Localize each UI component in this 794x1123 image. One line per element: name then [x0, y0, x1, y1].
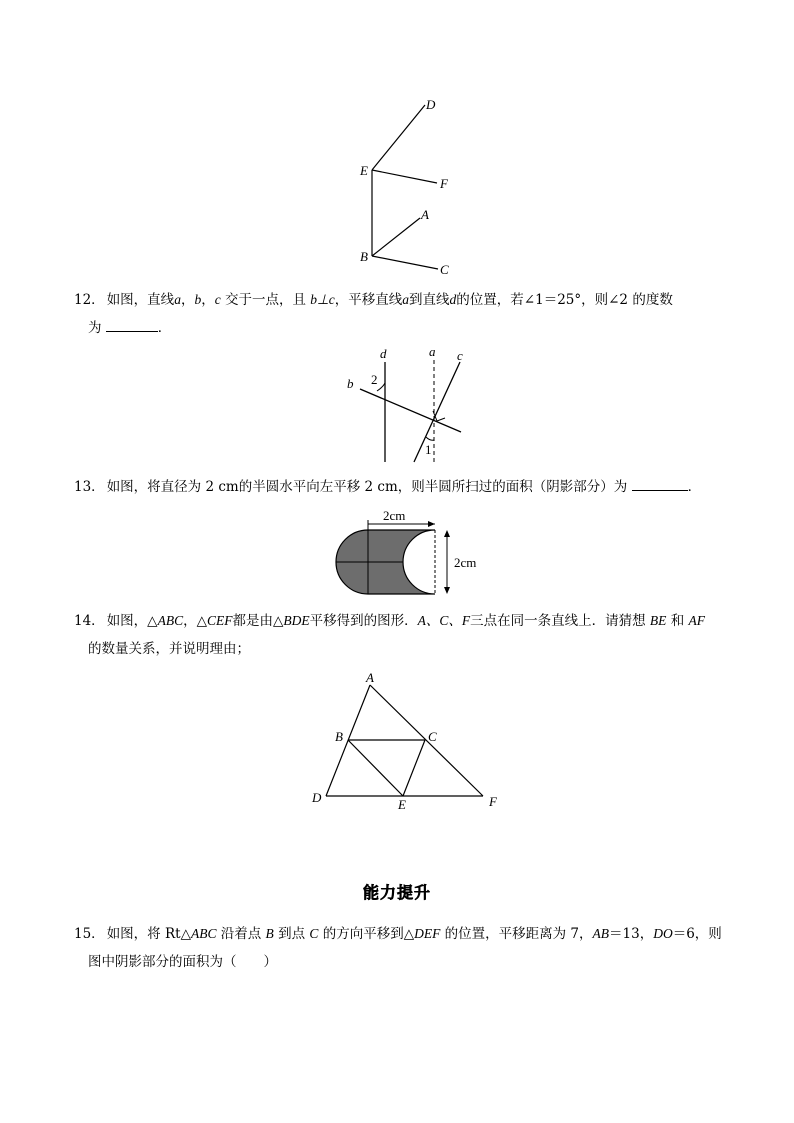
- q14-text: 平移得到的图形．: [309, 613, 418, 629]
- var-abc: ABC: [190, 926, 217, 941]
- q14-text: 和: [666, 613, 689, 629]
- label-F: F: [489, 794, 497, 809]
- figure-q13: [328, 508, 488, 603]
- var-a: a: [402, 292, 410, 307]
- question-number: 15．: [74, 926, 105, 942]
- label-angle-1: 1: [425, 442, 432, 457]
- q14-text: 如图，△: [106, 613, 158, 629]
- label-c: c: [457, 348, 463, 363]
- q14-text: 三点在同一条直线上．请猜想: [470, 613, 650, 629]
- q14-text: 的数量关系，并说明理由；: [88, 641, 250, 657]
- label-b: b: [347, 376, 354, 391]
- q12-text: 到直线: [409, 292, 450, 308]
- right-dimension-arrow-up: [444, 530, 450, 537]
- label-E: E: [398, 797, 406, 812]
- line-ef: [372, 170, 437, 183]
- question-12: [74, 286, 673, 342]
- question-12-line2: [74, 314, 673, 342]
- segment-ce: [403, 740, 425, 796]
- right-angle-mark: [433, 411, 445, 421]
- var-a: a: [174, 292, 181, 307]
- q14-text: ，△: [183, 613, 207, 629]
- q12-text: 的位置，若∠1＝25°，则∠2 的度数: [456, 292, 673, 308]
- var-b: b: [194, 292, 202, 307]
- q15-text: 的位置，平移距离为 7，: [440, 926, 593, 942]
- var-def: DEF: [414, 926, 441, 941]
- q12-text: 交于一点，且: [220, 292, 311, 308]
- segment-be: [348, 740, 403, 796]
- var-do: DO: [653, 926, 673, 941]
- question-14-line1: [74, 607, 705, 635]
- q12-text: 为: [88, 320, 102, 336]
- var-c: C: [309, 926, 319, 941]
- label-D: D: [426, 97, 436, 112]
- label-D: D: [312, 790, 322, 805]
- angle-2-arc: [377, 383, 385, 391]
- label-A: A: [366, 670, 374, 685]
- q15-text: ＝13，: [609, 926, 654, 942]
- var-be: BE: [649, 613, 667, 628]
- question-number: 14．: [74, 613, 105, 629]
- question-15: [74, 920, 722, 976]
- question-15-line1: [74, 920, 722, 948]
- label-d: d: [380, 346, 387, 361]
- var-cef: CEF: [206, 613, 233, 628]
- label-angle-2: 2: [371, 372, 378, 387]
- var-af: AF: [688, 613, 705, 628]
- figure-q11: [340, 90, 460, 280]
- line-ed: [372, 105, 425, 170]
- section-title-text: 能力提升: [362, 883, 431, 902]
- figure-q12-svg: [340, 345, 470, 465]
- var-b: B: [265, 926, 274, 941]
- question-13: [74, 473, 701, 501]
- section-title: [0, 880, 794, 903]
- q15-text: 到点: [273, 926, 310, 942]
- figure-q14: [305, 668, 505, 813]
- q13-text: ．: [687, 479, 702, 495]
- question-14-line2: [74, 635, 705, 663]
- label-A: A: [421, 207, 429, 222]
- label-C: C: [440, 262, 449, 277]
- label-C: C: [428, 729, 437, 744]
- question-number: 13．: [74, 479, 105, 495]
- q14-text: 都是由△: [232, 613, 284, 629]
- var-abc: ABC: [157, 613, 184, 628]
- q12-sep: ，: [201, 292, 215, 308]
- var-c: c: [214, 292, 221, 307]
- figure-q11-svg: [340, 90, 460, 280]
- label-F: F: [440, 176, 448, 191]
- var-d: d: [449, 292, 457, 307]
- var-ab: AB: [592, 926, 610, 941]
- answer-blank[interactable]: [632, 476, 688, 491]
- line-ba: [372, 218, 420, 256]
- var-bde: BDE: [283, 613, 310, 628]
- figure-q12: [340, 345, 470, 465]
- label-B: B: [335, 729, 343, 744]
- top-dimension-arrow: [428, 521, 435, 527]
- question-14: [74, 607, 705, 663]
- q15-text: 沿着点: [216, 926, 266, 942]
- figure-q13-svg: [328, 508, 488, 603]
- angle-1-arc: [426, 437, 434, 440]
- q15-text: 图中阴影部分的面积为（ ）: [88, 954, 277, 970]
- line-c: [414, 362, 460, 462]
- line-b: [360, 389, 461, 432]
- q12-text: ，平移直线: [334, 292, 403, 308]
- question-number: 12．: [74, 292, 105, 308]
- q13-text: 如图，将直径为 2 cm的半圆水平向左平移 2 cm，则半圆所扫过的面积（阴影部分）为: [106, 479, 628, 495]
- label-top-2cm: 2cm: [383, 508, 406, 523]
- q15-text: 的方向平移到△: [318, 926, 415, 942]
- var-acf: A、C、F: [417, 613, 471, 628]
- label-right-2cm: 2cm: [454, 555, 477, 570]
- q12-text: 如图，直线: [106, 292, 175, 308]
- q15-text: 如图，将 Rt△: [106, 926, 191, 942]
- question-12-line1: [74, 286, 673, 314]
- q15-text: ＝6，则: [672, 926, 722, 942]
- label-B: B: [360, 249, 368, 264]
- label-E: E: [360, 163, 368, 178]
- var-perp: b⊥c: [310, 292, 335, 307]
- line-bc: [372, 256, 438, 269]
- figure-q14-svg: [305, 668, 505, 813]
- q12-sep: ，: [180, 292, 195, 308]
- right-dimension-arrow-down: [444, 587, 450, 594]
- q12-text: ．: [157, 320, 172, 336]
- answer-blank[interactable]: [106, 317, 158, 332]
- question-15-line2: [74, 948, 722, 976]
- label-a: a: [429, 344, 436, 359]
